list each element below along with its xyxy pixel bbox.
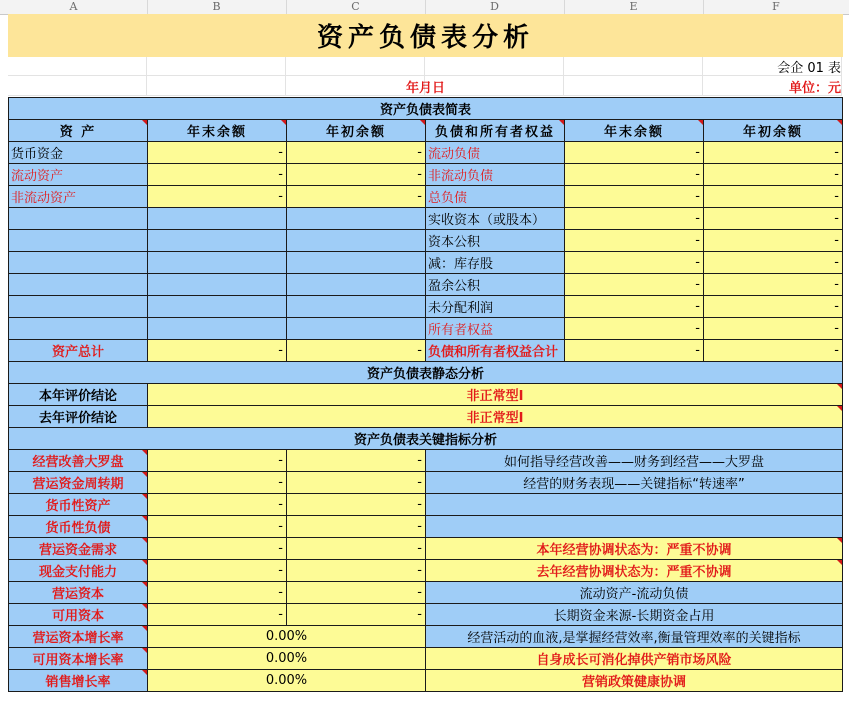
summary-asset-end-value[interactable] [147,317,287,340]
summary-asset-begin-value[interactable] [286,207,426,230]
summary-asset-label[interactable] [8,229,148,252]
key-indicator-this-year-text: - [278,607,283,622]
key-indicator-rate[interactable] [147,647,426,670]
empty-cell[interactable] [8,76,147,96]
key-indicator-note[interactable] [425,493,843,516]
static-label [8,405,148,428]
summary-liability-begin-value-text: - [834,211,839,226]
summary-asset-begin-value-text: - [417,343,422,358]
key-indicator-this-year-text: - [278,563,283,578]
sheet-title-text: 资产负债表分析 [316,23,534,53]
summary-asset-begin-value[interactable] [286,185,426,208]
key-indicator-label-text: 货币性负债 [45,521,111,536]
summary-liability-begin-value-text: - [834,145,839,160]
key-indicator-last-year-text: - [417,497,422,512]
summary-asset-begin-value[interactable] [286,163,426,186]
summary-liability-end-value-text: - [695,145,700,160]
key-indicator-last-year[interactable] [286,515,426,538]
summary-liability-end-value-text: - [695,299,700,314]
key-indicator-rate-text: 0.00% [265,629,308,644]
header-begin-balance [286,119,426,142]
key-indicator-this-year-text: - [278,519,283,534]
date-label [286,76,565,97]
summary-asset-end-value[interactable] [147,339,287,362]
key-indicator-note[interactable] [425,647,843,670]
key-indicator-rate[interactable] [147,669,426,692]
summary-liability-begin-value[interactable] [703,207,843,230]
static-value[interactable] [147,405,843,428]
summary-asset-label[interactable] [8,141,148,164]
key-indicator-note-text: 流动资产-流动负债 [579,587,689,602]
static-label [8,383,148,406]
summary-liability-label[interactable] [425,317,565,340]
summary-liability-begin-value-text: - [834,321,839,336]
key-indicator-note-text: 经营的财务表现——关键指标“转速率” [523,477,745,492]
summary-liability-begin-value-text: - [834,343,839,358]
header-end-balance-2 [564,119,704,142]
key-indicator-rate[interactable] [147,625,426,648]
summary-liability-label-text: 减：库存股 [428,257,494,272]
empty-cell[interactable] [425,56,564,76]
empty-cell[interactable] [564,56,703,76]
comment-marker-icon[interactable] [837,384,842,389]
section-summary-header-text: 资产负债表简表 [379,103,471,118]
header-liabilities-equity [425,119,565,142]
summary-asset-label-text: 货币资金 [11,147,64,162]
summary-asset-label[interactable] [8,295,148,318]
key-indicator-label [8,537,148,560]
summary-liability-end-value[interactable] [564,295,704,318]
key-indicator-this-year[interactable] [147,471,287,494]
summary-asset-begin-value[interactable] [286,295,426,318]
summary-asset-end-value[interactable] [147,251,287,274]
key-indicator-last-year-text: - [417,519,422,534]
header-liabilities-equity-text: 负债和所有者权益 [434,125,555,140]
summary-asset-begin-value[interactable] [286,141,426,164]
key-indicator-note[interactable] [425,515,843,538]
summary-liability-label[interactable] [425,229,565,252]
key-indicator-rate-text: 0.00% [265,673,308,688]
summary-liability-begin-value-text: - [834,189,839,204]
summary-liability-begin-value[interactable] [703,273,843,296]
summary-asset-begin-value[interactable] [286,317,426,340]
summary-liability-begin-value[interactable] [703,229,843,252]
summary-liability-end-value-text: - [695,255,700,270]
summary-liability-begin-value-text: - [834,299,839,314]
summary-liability-begin-value[interactable] [703,317,843,340]
key-indicator-last-year[interactable] [286,493,426,516]
key-indicator-label-text: 货币性资产 [45,499,111,514]
key-indicator-last-year[interactable] [286,559,426,582]
header-end-balance-2-text: 年末余额 [603,125,664,140]
key-indicator-this-year-text: - [278,497,283,512]
key-indicator-rate-text: 0.00% [265,651,308,666]
key-indicator-note-text: 长期资金来源-长期资金占用 [553,609,715,624]
summary-liability-begin-value-text: - [834,277,839,292]
key-indicator-this-year[interactable] [147,581,287,604]
summary-liability-label-text: 负债和所有者权益合计 [428,345,559,360]
column-header-bar [0,0,849,15]
summary-liability-end-value[interactable] [564,229,704,252]
summary-liability-end-value-text: - [695,233,700,248]
key-indicator-last-year[interactable] [286,581,426,604]
summary-asset-end-value-text: - [278,189,283,204]
key-indicator-this-year[interactable] [147,559,287,582]
key-indicator-last-year-text: - [417,453,422,468]
summary-asset-label[interactable] [8,185,148,208]
summary-asset-end-value[interactable] [147,163,287,186]
summary-liability-end-value[interactable] [564,207,704,230]
summary-liability-label[interactable] [425,295,565,318]
summary-liability-end-value[interactable] [564,141,704,164]
summary-liability-end-value-text: - [695,277,700,292]
key-indicator-label [8,647,148,670]
column-header-a[interactable]: A [0,0,148,14]
section-key-header [8,427,843,450]
form-code [703,56,843,77]
key-indicator-last-year-text: - [417,585,422,600]
column-header-c[interactable]: C [286,0,426,14]
summary-asset-begin-value-text: - [417,189,422,204]
summary-liability-label-text: 总负债 [428,191,468,206]
key-indicator-note-text: 经营活动的血液,是掌握经营效率,衡量管理效率的关键指标 [467,631,801,646]
summary-asset-label[interactable] [8,317,148,340]
summary-asset-label[interactable] [8,251,148,274]
summary-asset-end-value[interactable] [147,207,287,230]
summary-liability-label-text: 非流动负债 [428,169,494,184]
key-indicator-label [8,493,148,516]
summary-liability-end-value-text: - [695,189,700,204]
key-indicator-label-text: 经营改善大罗盘 [32,455,124,470]
summary-liability-end-value-text: - [695,167,700,182]
summary-asset-label-text: 非流动资产 [11,191,77,206]
summary-liability-end-value-text: - [695,211,700,226]
key-indicator-note-text: 去年经营协调状态为：严重不协调 [536,565,732,580]
summary-liability-begin-value[interactable] [703,251,843,274]
column-header-d[interactable]: D [425,0,565,14]
header-end-balance [147,119,287,142]
key-indicator-label [8,449,148,472]
header-begin-balance-text: 年初余额 [325,125,386,140]
summary-liability-label-text: 实收资本（或股本） [428,213,546,228]
key-indicator-this-year-text: - [278,585,283,600]
static-value-text: 非正常型Ⅰ [466,411,524,426]
summary-liability-end-value[interactable] [564,339,704,362]
summary-asset-begin-value[interactable] [286,251,426,274]
date-label-text: 年月日 [405,81,445,96]
summary-liability-begin-value[interactable] [703,141,843,164]
key-indicator-this-year-text: - [278,453,283,468]
key-indicator-note[interactable] [425,625,843,648]
summary-liability-label-text: 资本公积 [428,235,481,250]
summary-liability-begin-value[interactable] [703,185,843,208]
comment-marker-icon[interactable] [837,406,842,411]
key-indicator-note[interactable] [425,471,843,494]
key-indicator-label-text: 营运资金需求 [38,543,117,558]
empty-cell[interactable] [147,56,286,76]
key-indicator-label-text: 可用资本 [51,609,104,624]
key-indicator-this-year-text: - [278,541,283,556]
header-begin-balance-2-text: 年初余额 [742,125,803,140]
summary-asset-begin-value[interactable] [286,273,426,296]
key-indicator-last-year-text: - [417,541,422,556]
summary-liability-begin-value-text: - [834,255,839,270]
unit-label [703,76,843,97]
summary-liability-label[interactable] [425,163,565,186]
summary-liability-label[interactable] [425,207,565,230]
empty-cell[interactable] [564,76,703,96]
static-value[interactable] [147,383,843,406]
column-header-f[interactable]: F [703,0,849,14]
summary-liability-label[interactable] [425,273,565,296]
key-indicator-last-year-text: - [417,563,422,578]
empty-cell[interactable] [286,56,425,76]
key-indicator-this-year[interactable] [147,449,287,472]
summary-asset-end-value-text: - [278,145,283,160]
key-indicator-label [8,559,148,582]
key-indicator-last-year[interactable] [286,603,426,626]
summary-liability-end-value[interactable] [564,273,704,296]
key-indicator-label [8,625,148,648]
summary-liability-label[interactable] [425,141,565,164]
key-indicator-last-year[interactable] [286,471,426,494]
summary-liability-begin-value[interactable] [703,163,843,186]
key-indicator-label [8,581,148,604]
summary-asset-label[interactable] [8,163,148,186]
summary-liability-end-value[interactable] [564,185,704,208]
key-indicator-this-year[interactable] [147,515,287,538]
header-assets-text: 资 产 [59,125,97,140]
static-label-text: 本年评价结论 [38,389,117,404]
key-indicator-note-text: 本年经营协调状态为：严重不协调 [536,543,732,558]
summary-liability-label-text: 流动负债 [428,147,481,162]
key-indicator-last-year-text: - [417,607,422,622]
summary-asset-end-value[interactable] [147,229,287,252]
key-indicator-label-text: 现金支付能力 [38,565,117,580]
column-header-b[interactable]: B [147,0,287,14]
summary-liability-label[interactable] [425,251,565,274]
summary-liability-end-value[interactable] [564,317,704,340]
key-indicator-label-text: 营运资金周转期 [32,477,124,492]
key-indicator-label [8,515,148,538]
summary-asset-label[interactable] [8,207,148,230]
key-indicator-label [8,669,148,692]
comment-marker-icon[interactable] [837,120,842,125]
key-indicator-last-year-text: - [417,475,422,490]
key-indicator-note[interactable] [425,603,843,626]
section-key-header-text: 资产负债表关键指标分析 [353,433,497,448]
summary-asset-end-value[interactable] [147,185,287,208]
form-code-text: 会企 01 表 [777,61,841,76]
summary-asset-label-text: 流动资产 [11,169,64,184]
summary-asset-begin-value[interactable] [286,339,426,362]
key-indicator-last-year[interactable] [286,537,426,560]
key-indicator-label-text: 可用资本增长率 [32,653,124,668]
sheet-title [8,14,843,57]
column-header-e[interactable]: E [564,0,704,14]
summary-asset-begin-value-text: - [417,167,422,182]
summary-liability-begin-value[interactable] [703,339,843,362]
key-indicator-note-text: 自身成长可消化掉供产销市场风险 [536,653,732,668]
summary-asset-end-value[interactable] [147,295,287,318]
key-indicator-note-text: 营销政策健康协调 [581,675,686,690]
key-indicator-last-year[interactable] [286,449,426,472]
summary-asset-begin-value-text: - [417,145,422,160]
summary-liability-end-value[interactable] [564,251,704,274]
summary-liability-end-value[interactable] [564,163,704,186]
unit-label-text: 单位：元 [788,81,841,96]
key-indicator-note[interactable] [425,581,843,604]
summary-liability-end-value-text: - [695,321,700,336]
summary-liability-begin-value[interactable] [703,295,843,318]
summary-liability-begin-value-text: - [834,233,839,248]
key-indicator-this-year[interactable] [147,603,287,626]
key-indicator-label-text: 销售增长率 [45,675,111,690]
summary-asset-label[interactable] [8,339,148,362]
summary-liability-label-text: 未分配利润 [428,301,494,316]
summary-asset-end-value[interactable] [147,141,287,164]
section-static-header [8,361,843,384]
key-indicator-this-year-text: - [278,475,283,490]
key-indicator-this-year[interactable] [147,493,287,516]
key-indicator-note[interactable] [425,559,843,582]
summary-asset-end-value-text: - [278,167,283,182]
empty-cell[interactable] [8,56,147,76]
spreadsheet-grid [0,14,849,711]
summary-liability-begin-value-text: - [834,167,839,182]
summary-asset-end-value-text: - [278,343,283,358]
section-summary-header [8,97,843,120]
summary-asset-end-value[interactable] [147,273,287,296]
key-indicator-this-year[interactable] [147,537,287,560]
comment-marker-icon[interactable] [837,560,842,565]
summary-asset-label-text: 资产总计 [51,345,104,360]
summary-liability-label-text: 所有者权益 [428,323,494,338]
key-indicator-note[interactable] [425,669,843,692]
key-indicator-note[interactable] [425,537,843,560]
static-label-text: 去年评价结论 [38,411,117,426]
header-assets [8,119,148,142]
summary-liability-label[interactable] [425,339,565,362]
header-end-balance-text: 年末余额 [186,125,247,140]
key-indicator-note-text: 如何指导经营改善——财务到经营——大罗盘 [503,455,764,470]
key-indicator-label-text: 营运资本增长率 [32,631,124,646]
empty-cell[interactable] [147,76,286,96]
static-value-text: 非正常型Ⅰ [466,389,524,404]
comment-marker-icon[interactable] [837,538,842,543]
key-indicator-label-text: 营运资本 [51,587,104,602]
summary-liability-end-value-text: - [695,343,700,358]
section-static-header-text: 资产负债表静态分析 [366,367,484,382]
header-begin-balance-2 [703,119,843,142]
summary-asset-begin-value[interactable] [286,229,426,252]
key-indicator-note[interactable] [425,449,843,472]
summary-liability-label[interactable] [425,185,565,208]
key-indicator-label [8,603,148,626]
summary-liability-label-text: 盈余公积 [428,279,481,294]
summary-asset-label[interactable] [8,273,148,296]
key-indicator-label [8,471,148,494]
